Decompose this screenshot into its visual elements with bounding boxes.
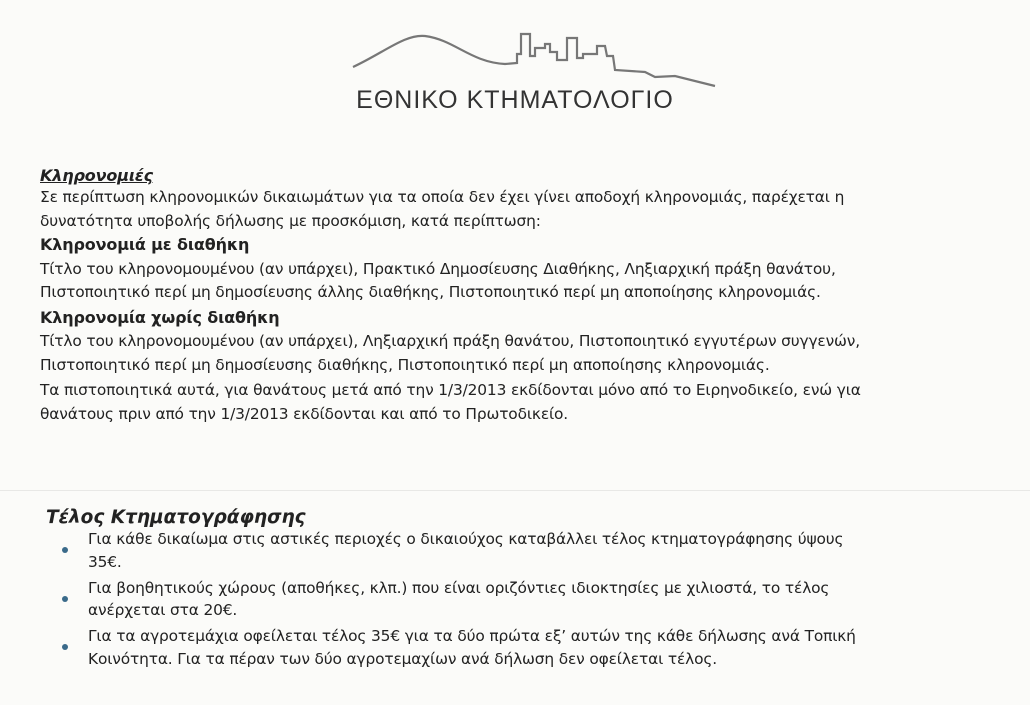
cadastre-logo-text	[0, 86, 1030, 115]
subheading-without-will: Κληρονομία χωρίς διαθήκη	[40, 308, 280, 327]
subheading-with-will: Κληρονομιά με διαθήκη	[40, 235, 250, 254]
logo-text: ΕΘΝΙΚΟ ΚΤΗΜΑΤΟΛΟΓΙΟ	[356, 86, 674, 114]
list-item-line: ανέρχεται στα 20€.	[88, 601, 238, 619]
list-item-line: Για κάθε δικαίωμα στις αστικές περιοχές ο δικαιούχος καταβάλλει τέλος κτηματογράφησης ύψους	[88, 530, 844, 548]
bullet-icon	[62, 596, 68, 602]
paragraph-line: Τίτλο του κληρονομουμένου (αν υπάρχει), Ληξιαρχική πράξη θανάτου, Πιστοποιητικό εγγυτέρων συγγενών,	[40, 332, 860, 350]
list-item-line: 35€.	[88, 553, 122, 571]
list-item-line: Για βοηθητικούς χώρους (αποθήκες, κλπ.) που είναι οριζόντιες ιδιοκτησίες με χιλιοστά, το τέλος	[88, 579, 830, 597]
list-item-line: Κοινότητα. Για τα πέραν των δύο αγροτεμαχίων ανά δήλωση δεν οφείλεται τέλος.	[88, 650, 718, 668]
paragraph-line: δυνατότητα υποβολής δήλωσης με προσκόμιση, κατά περίπτωση:	[40, 212, 541, 230]
paragraph-line: Τα πιστοποιητικά αυτά, για θανάτους μετά από την 1/3/2013 εκδίδονται μόνο από το Ειρηνοδικείο, ενώ για	[40, 381, 861, 399]
paragraph-line: Πιστοποιητικό περί μη δημοσίευσης διαθήκης, Πιστοποιητικό περί μη αποποίησης κληρονομιάς.	[40, 356, 770, 374]
section-title-inheritance: Κληρονομιές	[40, 166, 153, 185]
bullet-icon	[62, 644, 68, 650]
bullet-icon	[62, 547, 68, 553]
paragraph-line: θανάτους πριν από την 1/3/2013 εκδίδονται και από το Πρωτοδικείο.	[40, 405, 569, 423]
section-title-fees: Τέλος Κτηματογράφησης	[46, 507, 306, 528]
paragraph-line: Πιστοποιητικό περί μη δημοσίευσης άλλης διαθήκης, Πιστοποιητικό περί μη αποποίησης κληρονομιάς.	[40, 283, 821, 301]
paragraph-line: Σε περίπτωση κληρονομικών δικαιωμάτων για τα οποία δεν έχει γίνει αποδοχή κληρονομιάς, παρέχεται η	[40, 188, 845, 206]
paragraph-line: Τίτλο του κληρονομουμένου (αν υπάρχει), Πρακτικό Δημοσίευσης Διαθήκης, Ληξιαρχική πράξη θανάτου,	[40, 260, 836, 278]
page-divider	[0, 490, 1030, 491]
list-item-line: Για τα αγροτεμάχια οφείλεται τέλος 35€ για τα δύο πρώτα εξ’ αυτών της κάθε δήλωσης ανά Τοπική	[88, 627, 856, 645]
